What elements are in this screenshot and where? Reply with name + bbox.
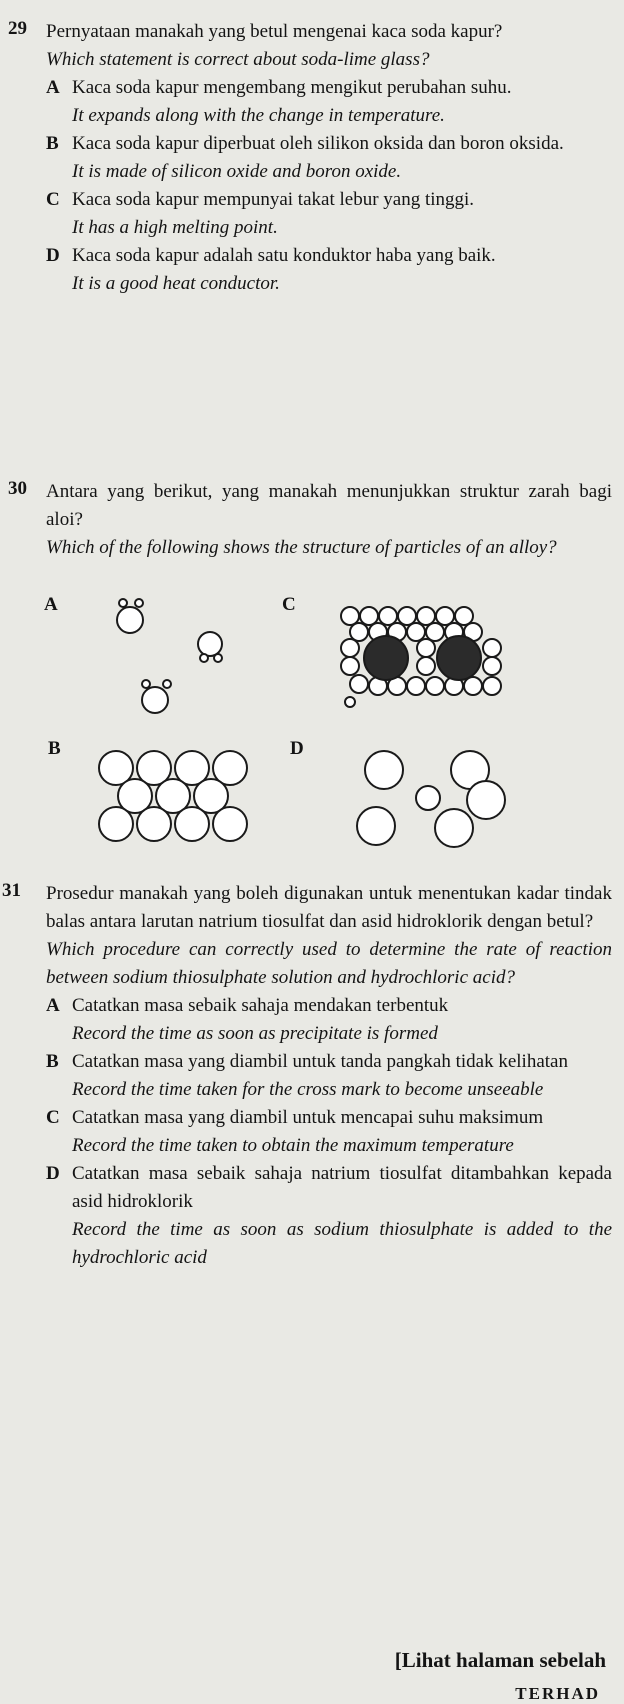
- particle: [455, 607, 473, 625]
- particle: [119, 599, 127, 607]
- particle: [417, 607, 435, 625]
- option-text-en: It has a high melting point.: [72, 217, 278, 238]
- particle: [435, 809, 473, 847]
- particle: [483, 677, 501, 695]
- particle: [464, 677, 482, 695]
- particle: [417, 657, 435, 675]
- molecule-pair: [117, 599, 143, 633]
- diagram-c[interactable]: [336, 606, 506, 708]
- question-stem-en: Which of the following shows the structure of particles of an alloy?: [46, 537, 557, 558]
- figure-label-d[interactable]: D: [290, 738, 304, 759]
- option-text-ms: Catatkan masa yang diambil untuk tanda pangkah tidak kelihatan: [72, 1051, 568, 1072]
- figure-label-c[interactable]: C: [282, 594, 296, 615]
- particle: [117, 607, 143, 633]
- particle: [350, 623, 368, 641]
- option-label: C: [46, 1107, 60, 1128]
- diagram-a[interactable]: [110, 596, 240, 722]
- option-text-en: It expands along with the change in temperature.: [72, 105, 445, 126]
- option-text-ms: Kaca soda kapur mengembang mengikut perubahan suhu.: [72, 77, 512, 98]
- option-text-en: It is a good heat conductor.: [72, 273, 280, 294]
- particle: [350, 675, 368, 693]
- particle: [341, 607, 359, 625]
- particle: [483, 657, 501, 675]
- option-text-en: Record the time as soon as sodium thiosulphate is added to the hydrochloric acid: [72, 1219, 612, 1268]
- option-label: D: [46, 245, 60, 266]
- particle: [398, 607, 416, 625]
- question-number: 29: [8, 18, 27, 39]
- particle: [163, 680, 171, 688]
- option-c[interactable]: [46, 186, 612, 242]
- question-30: [8, 478, 612, 562]
- option-d[interactable]: [46, 242, 612, 298]
- classification-mark: TERHAD: [515, 1684, 600, 1703]
- option-label: C: [46, 189, 60, 210]
- option-text-ms: Kaca soda kapur mempunyai takat lebur yang tinggi.: [72, 189, 475, 210]
- particle: [200, 654, 208, 662]
- particle: [360, 607, 378, 625]
- option-text-ms: Catatkan masa sebaik sahaja mendakan terbentuk: [72, 995, 449, 1016]
- particle: [436, 607, 454, 625]
- particle: [426, 623, 444, 641]
- option-text-ms: Catatkan masa yang diambil untuk mencapai suhu maksimum: [72, 1107, 544, 1128]
- particle: [213, 807, 247, 841]
- particle: [135, 599, 143, 607]
- option-label: B: [46, 133, 59, 154]
- particle: [357, 807, 395, 845]
- particle: [407, 677, 425, 695]
- question-stem-ms: Pernyataan manakah yang betul mengenai kaca soda kapur?: [46, 21, 503, 42]
- question-stem-en: Which statement is correct about soda-lime glass?: [46, 49, 430, 70]
- question-number: 30: [8, 478, 27, 499]
- figure-label-a[interactable]: A: [44, 594, 58, 615]
- option-a[interactable]: [46, 74, 612, 130]
- option-label: A: [46, 995, 60, 1016]
- option-label: D: [46, 1163, 60, 1184]
- particle: [365, 751, 403, 789]
- molecule-pair: [198, 632, 222, 662]
- particle: [341, 657, 359, 675]
- particle: [407, 623, 425, 641]
- particle: [214, 654, 222, 662]
- option-text-en: Record the time taken to obtain the maximum temperature: [72, 1135, 514, 1156]
- particle: [341, 639, 359, 657]
- option-c[interactable]: [46, 1104, 612, 1160]
- next-page-note: [Lihat halaman sebelah: [394, 1648, 606, 1672]
- particle: [416, 786, 440, 810]
- question-stem-ms: Antara yang berikut, yang manakah menunjukkan struktur zarah bagi aloi?: [46, 481, 612, 530]
- option-text-en: It is made of silicon oxide and boron oxide.: [72, 161, 402, 182]
- option-text-en: Record the time as soon as precipitate is formed: [72, 1023, 438, 1044]
- diagram-d[interactable]: [346, 746, 516, 850]
- option-b[interactable]: [46, 1048, 612, 1104]
- question-stem-en: Which procedure can correctly used to determine the rate of reaction between sodium thiosulphate solution and hydrochloric acid?: [46, 939, 612, 988]
- option-text-ms: Kaca soda kapur adalah satu konduktor haba yang baik.: [72, 245, 496, 266]
- large-particle: [364, 636, 408, 680]
- particle: [137, 807, 171, 841]
- molecule-pair: [142, 680, 171, 713]
- question-31: [2, 880, 612, 1272]
- question-29: [8, 18, 612, 298]
- option-d[interactable]: [46, 1160, 612, 1272]
- particle: [198, 632, 222, 656]
- option-text-en: Record the time taken for the cross mark to become unseeable: [72, 1079, 544, 1100]
- option-text-ms: Catatkan masa sebaik sahaja natrium tiosulfat ditambahkan kepada asid hidroklorik: [72, 1163, 612, 1212]
- diagram-b[interactable]: [94, 748, 274, 844]
- particle: [142, 687, 168, 713]
- option-text-ms: Kaca soda kapur diperbuat oleh silikon oksida dan boron oksida.: [72, 133, 564, 154]
- particle: [467, 781, 505, 819]
- option-b[interactable]: [46, 130, 612, 186]
- particle: [345, 697, 355, 707]
- particle: [175, 807, 209, 841]
- particle: [142, 680, 150, 688]
- question-number: 31: [2, 880, 21, 901]
- figure-label-b[interactable]: B: [48, 738, 61, 759]
- particle: [483, 639, 501, 657]
- question-stem-ms: Prosedur manakah yang boleh digunakan untuk menentukan kadar tindak balas antara larutan natrium tiosulfat dan asid hidroklorik dengan betul?: [46, 883, 612, 932]
- option-a[interactable]: [46, 992, 612, 1048]
- particle: [417, 639, 435, 657]
- large-particle: [437, 636, 481, 680]
- particle: [426, 677, 444, 695]
- option-label: A: [46, 77, 60, 98]
- option-label: B: [46, 1051, 59, 1072]
- particle: [99, 807, 133, 841]
- particle: [379, 607, 397, 625]
